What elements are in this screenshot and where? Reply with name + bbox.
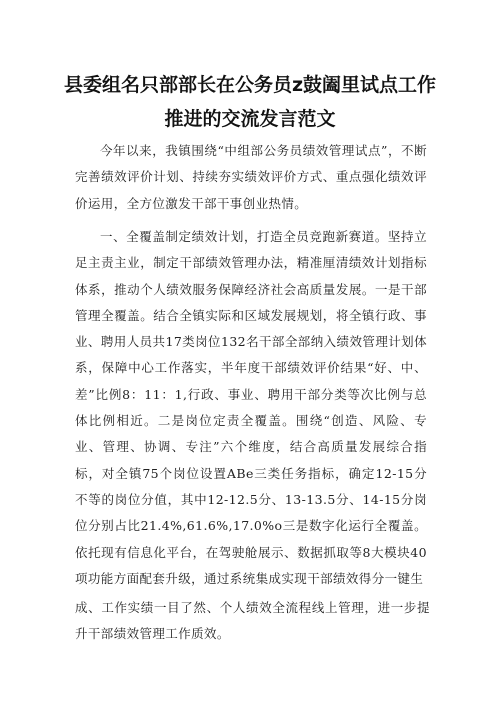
paragraph-intro: 今年以来，我镇围绕“中组部公务员绩效管理试点”，不断完善绩效评价计划、持续夯实绩效评价方式、重点强化绩效评价运用，全方位激发干部干事创业热情。 bbox=[75, 143, 427, 211]
paragraph-continuation: 成、工作实绩一目了然、个人绩效全流程线上管理，进一步提升干部绩效管理工作质效。 bbox=[75, 600, 430, 642]
paragraph-section-one: 一、全覆盖制定绩效计划，打造全员竞跑新赛道。坚持立足主责主业，制定干部绩效管理办法，精准厘清绩效计划指标体系，推动个人绩效服务保障经济社会高质量发展。一是干部管理全覆盖。结合全镇实际和区域发展规划，将全镇行政、事业、聘用人员共17类岗位132名干部全部纳入绩效管理计划体系，保障中心工作落实，半年度干部绩效评价结果“好、中、差”比例8：11：1,行政、事业、聘用干部分类等次比例与总体比例相近。二是岗位定责全覆盖。围绕“创造、风险、专业、管理、协调、专注”六个维度，结合高质量发展综合指标，对全镇75个岗位设置ABe三类任务指标，确定12-15分不等的岗位分值，其中12-12.5分、13-13.5分、14-15分岗位分别占比21.4%,61.6%,17.0%o三是数字化运行全覆盖。依托现有信息化平台，在驾驶舱展示、数据抓取等8大模块40项功能方面配套升级，通过系统集成实现干部绩效得分一键生 bbox=[75, 229, 427, 586]
document-title: 县委组名只部部长在公务员z鼓阖里试点工作推进的交流发言范文 bbox=[63, 74, 437, 130]
